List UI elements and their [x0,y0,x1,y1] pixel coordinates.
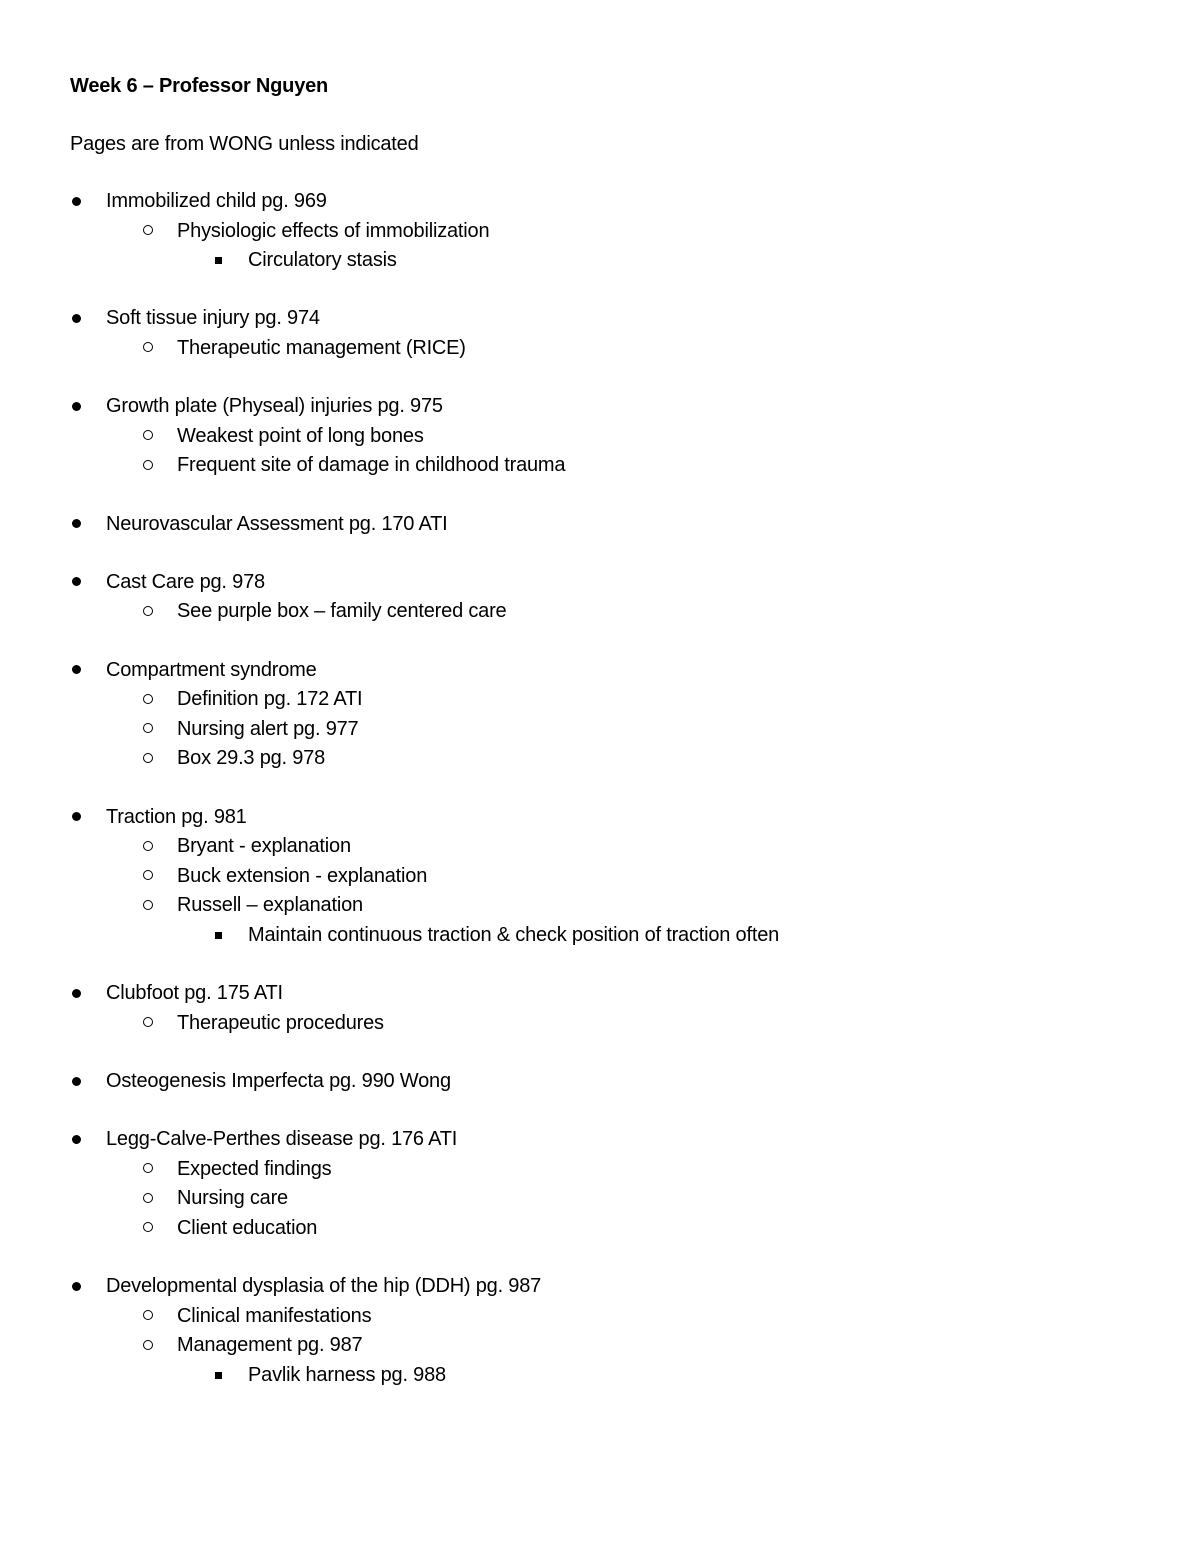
bullet-circle-icon [143,1017,153,1027]
topic-item: Osteogenesis Imperfecta pg. 990 Wong [106,1070,451,1092]
topic-item: Immobilized child pg. 969 [106,190,327,212]
subtopic-item: Bryant - explanation [177,835,351,858]
bullet-circle-icon [143,870,153,880]
bullet-disc-icon [72,1135,81,1144]
bullet-disc-icon [72,1282,81,1291]
bullet-circle-icon [143,900,153,910]
topic-item: Compartment syndrome [106,658,317,681]
topic-item: Growth plate (Physeal) injuries pg. 975 [106,395,443,418]
subtopic-item: Box 29.3 pg. 978 [177,747,326,770]
bullet-circle-icon [143,723,153,733]
bullet-circle-icon [143,1222,153,1232]
bullet-disc-icon [72,197,81,206]
topic-item: Cast Care pg. 978 [106,570,265,593]
bullet-circle-icon [143,694,153,704]
subtopic-item: Expected findings [177,1157,332,1180]
bullet-circle-icon [143,460,153,470]
bullet-circle-icon [143,1340,153,1350]
bullet-disc-icon [72,665,81,674]
bullet-circle-icon [143,342,153,352]
topic-item: Traction pg. 981 [106,805,247,828]
subtopic-item: Russell – explanation [177,894,363,917]
bullet-disc-icon [72,577,81,586]
topic-item: Neurovascular Assessment pg. 170 ATI [106,512,448,535]
bullet-square-icon [215,1372,222,1379]
bullet-disc-icon [72,1077,81,1086]
detail-item: Maintain continuous traction & check position of traction often [248,924,780,946]
bullet-circle-icon [143,606,153,616]
document-subtitle: Pages are from WONG unless indicated [70,133,419,155]
subtopic-item: Therapeutic management (RICE) [177,337,466,359]
bullet-circle-icon [143,430,153,440]
bullet-disc-icon [72,314,81,323]
subtopic-item: See purple box – family centered care [177,600,507,623]
bullet-square-icon [215,932,222,939]
subtopic-item: Definition pg. 172 ATI [177,688,363,711]
subtopic-item: Frequent site of damage in childhood trauma [177,454,566,477]
subtopic-item: Therapeutic procedures [177,1011,384,1034]
bullet-disc-icon [72,519,81,528]
bullet-circle-icon [143,225,153,235]
topic-item: Developmental dysplasia of the hip (DDH) pg. 987 [106,1275,542,1298]
detail-item: Pavlik harness pg. 988 [248,1364,446,1386]
bullet-circle-icon [143,1163,153,1173]
bullet-circle-icon [143,753,153,763]
bullet-square-icon [215,257,222,264]
bullet-circle-icon [143,841,153,851]
subtopic-item: Management pg. 987 [177,1334,363,1357]
subtopic-item: Physiologic effects of immobilization [177,219,490,242]
subtopic-item: Weakest point of long bones [177,424,424,447]
subtopic-item: Client education [177,1217,318,1239]
bullet-disc-icon [72,989,81,998]
bullet-circle-icon [143,1310,153,1320]
subtopic-item: Nursing alert pg. 977 [177,717,359,740]
subtopic-item: Clinical manifestations [177,1304,372,1327]
bullet-disc-icon [72,812,81,821]
topic-item: Soft tissue injury pg. 974 [106,307,320,330]
detail-item: Circulatory stasis [248,249,397,272]
bullet-circle-icon [143,1193,153,1203]
bullet-disc-icon [72,402,81,411]
topic-item: Clubfoot pg. 175 ATI [106,982,283,1005]
topic-item: Legg-Calve-Perthes disease pg. 176 ATI [106,1128,458,1151]
subtopic-item: Buck extension - explanation [177,864,428,887]
document-title: Week 6 – Professor Nguyen [70,75,329,97]
subtopic-item: Nursing care [177,1187,288,1210]
